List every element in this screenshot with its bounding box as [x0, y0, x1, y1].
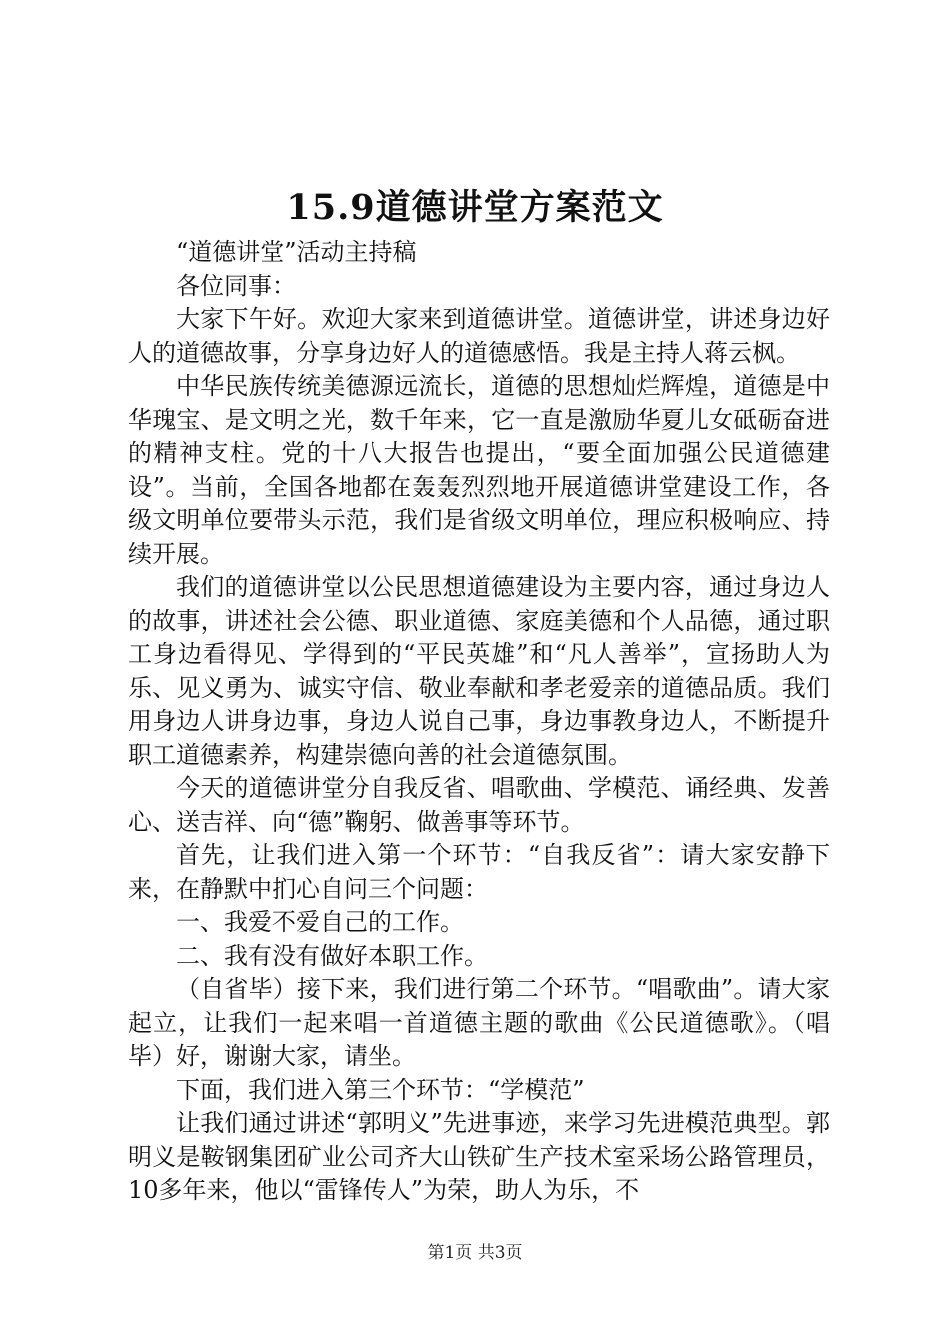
list-item: 二、我有没有做好本职工作。: [176, 941, 488, 970]
body-paragraph: 下面，我们进入第三个环节：“学模范”: [176, 1075, 585, 1104]
subtitle-paragraph: “道德讲堂”活动主持稿: [176, 238, 417, 266]
body-paragraph: 让我们通过讲述“郭明义”先进事迹，来学习先进模范典型。郭明义是鞍钢集团矿业公司齐大山铁矿生产技术室采场公路管理员，10多年来，他以“雷锋传人”为荣，助人为乐，不: [128, 1109, 830, 1204]
body-paragraph: 中华民族传统美德源远流长，道德的思想灿烂辉煌，道德是中华瑰宝、是文明之光，数千年来，它一直是激励华夏儿女砥砺奋进的精神支柱。党的十八大报告也提出，“要全面加强公民道德建设”。当前，全国各地都在轰轰烈烈地开展道德讲堂建设工作，各级文明单位要带头示范，我们是省级文明单位，理应积极响应、持续开展。: [128, 372, 830, 568]
list-item: 一、我爱不爱自己的工作。: [176, 908, 464, 936]
body-paragraph: 今天的道德讲堂分自我反省、唱歌曲、学模范、诵经典、发善心、送吉祥、向“德”鞠躬、做善事等环节。: [128, 774, 830, 836]
body-paragraph: 大家下午好。欢迎大家来到道德讲堂。道德讲堂，讲述身边好人的道德故事，分享身边好人的道德感悟。我是主持人蒋云枫。: [128, 305, 830, 367]
salutation-paragraph: 各位同事：: [176, 271, 296, 300]
body-paragraph: 首先，让我们进入第一个环节：“自我反省”：请大家安静下来，在静默中扪心自问三个问题：: [128, 841, 830, 903]
body-paragraph: 我们的道德讲堂以公民思想道德建设为主要内容，通过身边人的故事，讲述社会公德、职业道德、家庭美德和个人品德，通过职工身边看得见、学得到的“平民英雄”和“凡人善举”，宣扬助人为乐、见义勇为、诚实守信、敬业奉献和孝老爱亲的道德品质。我们用身边人讲身边事，身边人说自己事，身边事教身边人，不断提升职工道德素养，构建崇德向善的社会道德氛围。: [128, 573, 830, 769]
page-number-footer: 第1页 共3页: [427, 1243, 523, 1263]
page-title: 15.9道德讲堂方案范文: [286, 187, 664, 228]
document-body: [128, 236, 830, 1208]
body-paragraph: （自省毕）接下来，我们进行第二个环节。“唱歌曲”。请大家起立，让我们一起来唱一首道德主题的歌曲《公民道德歌》。（唱毕）好，谢谢大家，请坐。: [128, 975, 830, 1070]
